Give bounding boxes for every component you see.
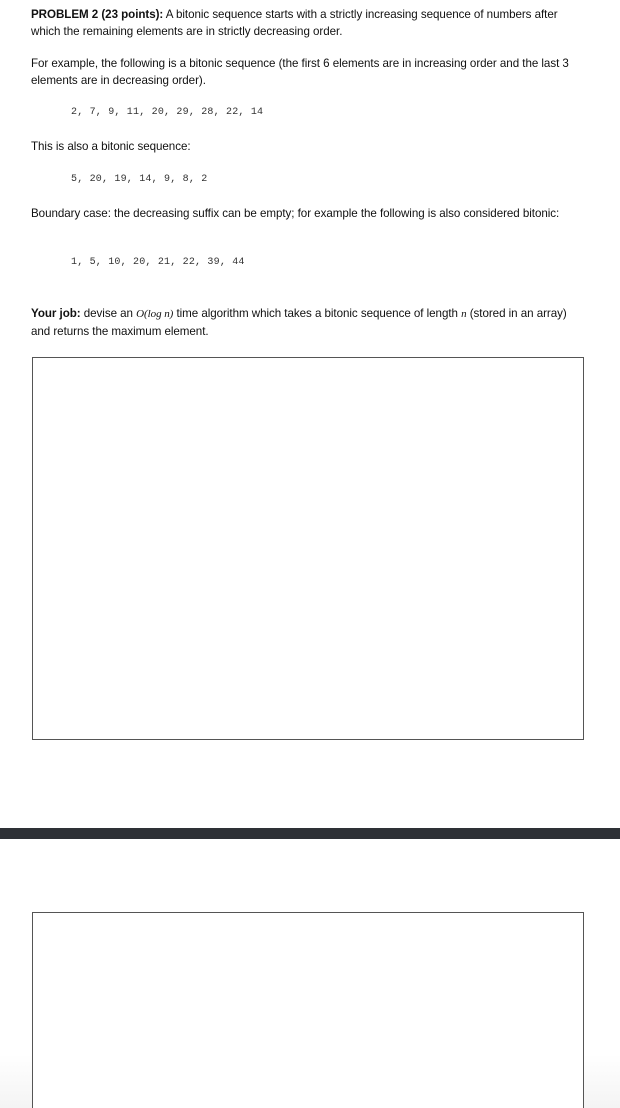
job-text-1: devise an <box>80 307 137 320</box>
answer-box[interactable] <box>32 357 584 740</box>
page-divider <box>0 828 620 839</box>
problem-intro: A bitonic sequence starts with a strictly increasing sequence of numbers after which the remaining elements are in strictly decreasing order. <box>31 8 558 38</box>
example-2-text: This is also a bitonic sequence: <box>31 140 191 153</box>
problem-statement <box>31 6 587 40</box>
answer-box-continued[interactable] <box>32 912 584 1108</box>
boundary-sequence: 1, 5, 10, 20, 21, 22, 39, 44 <box>71 257 245 268</box>
page-2 <box>0 839 620 1108</box>
boundary-case-text: Boundary case: the decreasing suffix can be empty; for example the following is also considered bitonic: <box>31 207 560 220</box>
job-text-3: (stored in an array) and returns the maximum element. <box>31 307 567 338</box>
example-1-text: For example, the following is a bitonic sequence (the first 6 elements are in increasing order and the last 3 elements are in decreasing order). <box>31 57 569 87</box>
complexity-math: O(log n) <box>136 308 174 320</box>
job-text-2: time algorithm which takes a bitonic sequence of length <box>173 307 462 320</box>
example-1-sequence: 2, 7, 9, 11, 20, 29, 28, 22, 14 <box>71 107 264 118</box>
problem-heading: PROBLEM 2 (23 points): <box>31 8 164 21</box>
example-2-sequence: 5, 20, 19, 14, 9, 8, 2 <box>71 174 208 185</box>
job-statement <box>31 305 587 340</box>
job-label: Your job: <box>31 307 81 320</box>
length-variable: n <box>461 308 467 320</box>
